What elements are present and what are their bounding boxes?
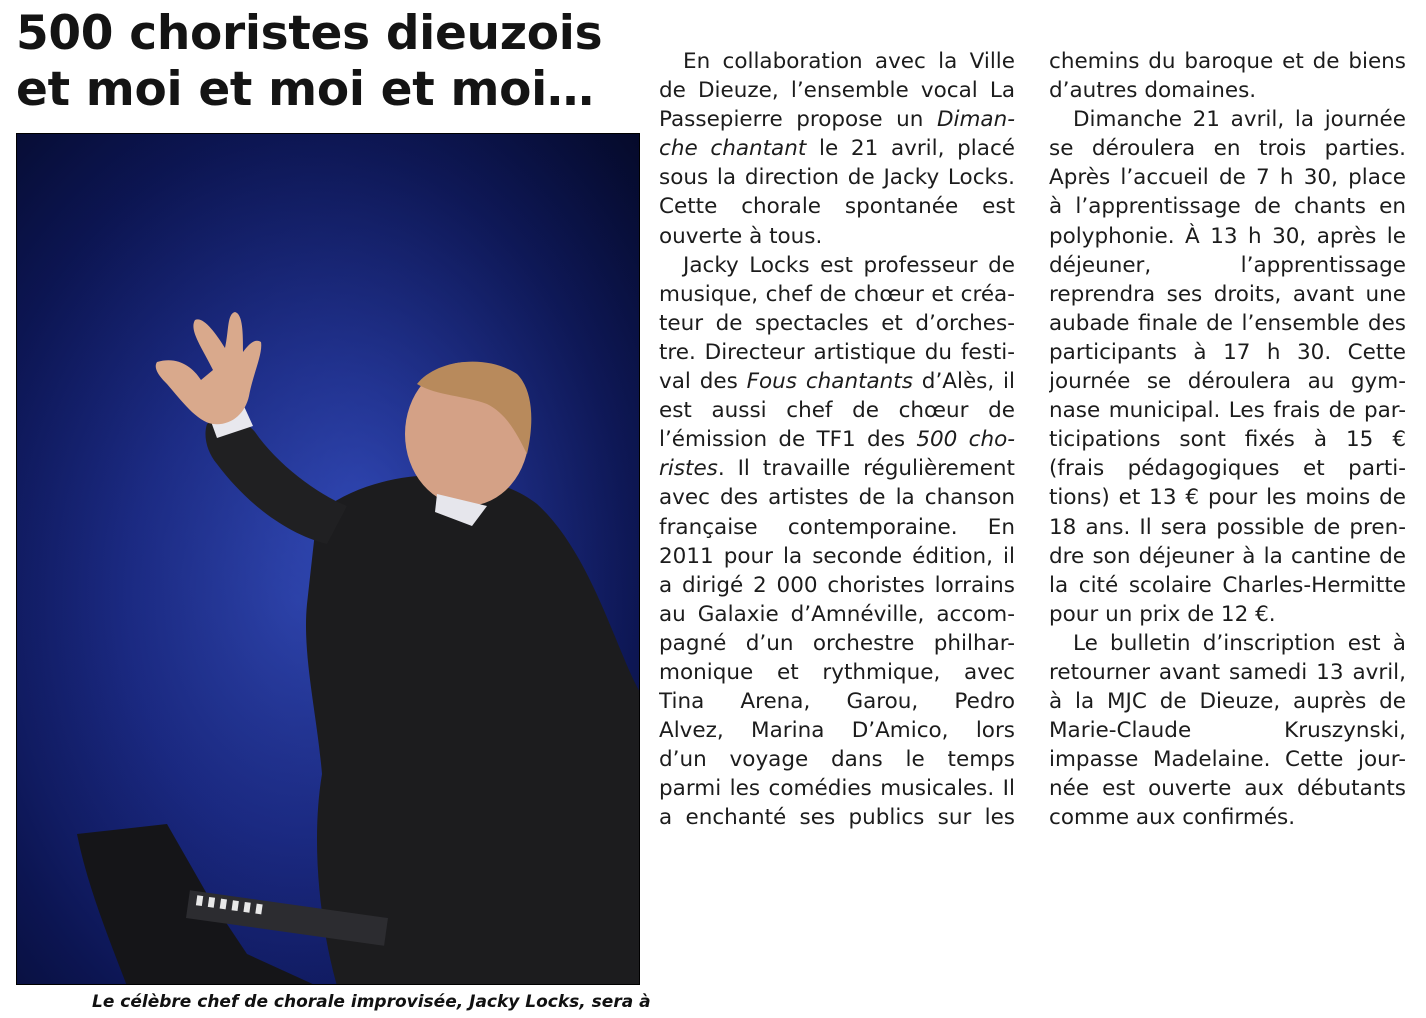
- text-line: Jacky Locks est professeur de: [683, 252, 1015, 278]
- text-line: déjeuner, l’apprentissage: [1049, 252, 1406, 278]
- text-line: impasse Madelaine. Cette jour-: [1049, 747, 1406, 773]
- photo-caption: Le célèbre chef de chorale improvisée, Jacky Locks, sera à: [92, 992, 651, 1012]
- text-line: monique et rythmique, avec: [659, 659, 1015, 685]
- text-line: ristes. Il travaille régulièrement: [659, 456, 1015, 482]
- text-line: reprendra ses droits, avant une: [1049, 281, 1406, 307]
- text-line: nase municipal. Les frais de par-: [1049, 398, 1406, 424]
- text-line: (frais pédagogiques et parti-: [1049, 456, 1406, 482]
- text-line: à l’apprentissage de chants en: [1049, 194, 1406, 220]
- text-line: ticipations sont fixés à 15 €: [1049, 427, 1406, 453]
- text-line: à la MJC de Dieuze, auprès de: [1049, 689, 1406, 715]
- conductor-illustration: [17, 134, 640, 985]
- headline-line-2: et moi et moi et moi…: [16, 62, 594, 117]
- text-line: comme aux confirmés.: [1049, 805, 1296, 831]
- text-line: aubade finale de l’ensemble des: [1049, 310, 1406, 336]
- show-name-part-2: ristes: [659, 456, 718, 482]
- text-line: En collaboration avec la Ville: [683, 49, 1015, 74]
- text-line: Cette chorale spontanée est: [659, 194, 1015, 220]
- text-line: val des Fous chantants d’Alès, il: [659, 369, 1015, 395]
- text-line: tions) et 13 € pour les moins de: [1049, 485, 1406, 511]
- text-line: teur de spectacles et d’orches-: [659, 310, 1015, 336]
- text-line: d’autres domaines.: [1049, 78, 1257, 104]
- text-line: née est ouverte aux débutants: [1049, 776, 1406, 802]
- text-line: avec des artistes de la chanson: [659, 485, 1015, 511]
- text-line: tre. Directeur artistique du festi-: [659, 339, 1015, 365]
- text-line: d’un voyage dans le temps: [659, 747, 1015, 773]
- text-line: polyphonie. À 13 h 30, après le: [1049, 223, 1406, 249]
- text-line: parmi les comédies musicales. Il: [659, 776, 1015, 802]
- text-line: la cité scolaire Charles-Hermitte: [1049, 572, 1406, 598]
- text-line: ouverte à tous.: [659, 223, 823, 249]
- text-line: participants à 17 h 30. Cette: [1049, 339, 1406, 365]
- text-line: dre son déjeuner à la cantine de: [1049, 543, 1406, 569]
- show-name-part-1: 500 cho-: [916, 427, 1015, 453]
- text-line: che chantant le 21 avril, placé: [659, 136, 1015, 162]
- paragraph-2: [659, 251, 1015, 833]
- text-line: Marie-Claude Kruszynski,: [1049, 718, 1406, 744]
- text-line: journée se déroulera au gym-: [1049, 369, 1406, 395]
- paragraph-1: [659, 47, 1015, 251]
- text-line: de Dieuze, l’ensemble vocal La: [659, 78, 1015, 104]
- text-line: Dimanche 21 avril, la journée: [1073, 107, 1406, 133]
- conductor-photo: [16, 133, 640, 985]
- text-line: l’émission de TF1 des 500 cho-: [659, 427, 1015, 453]
- headline: [16, 6, 646, 118]
- event-name-part-1: Diman-: [936, 107, 1015, 133]
- text-line: Passepierre propose un Diman-: [659, 107, 1015, 133]
- text-line: Après l’accueil de 7 h 30, place: [1049, 165, 1406, 191]
- text-line: se déroulera en trois parties.: [1049, 136, 1406, 162]
- text-line: musique, chef de chœur et créa-: [659, 281, 1015, 307]
- text-line: est aussi chef de chœur de: [659, 398, 1015, 424]
- festival-name: Fous chantants: [746, 369, 913, 395]
- paragraph-4: [1049, 629, 1406, 833]
- paragraph-2-continued: [1049, 47, 1406, 105]
- text-line: française contemporaine. En: [659, 514, 1015, 540]
- text-line: pour un prix de 12 €.: [1049, 601, 1276, 627]
- article-column-1: [659, 47, 1015, 833]
- text-line: 2011 pour la seconde édition, il: [659, 543, 1015, 569]
- text-line: Tina Arena, Garou, Pedro: [659, 689, 1015, 715]
- text-line: Alvez, Marina D’Amico, lors: [659, 718, 1015, 744]
- text-line: a enchanté ses publics sur les: [659, 805, 1015, 831]
- paragraph-3: [1049, 105, 1406, 629]
- text-line: sous la direction de Jacky Locks.: [659, 165, 1015, 191]
- headline-line-1: 500 choristes dieuzois: [16, 6, 603, 61]
- text-line: pagné d’un orchestre philhar-: [659, 630, 1015, 656]
- text-line: Le bulletin d’inscription est à: [1073, 630, 1406, 656]
- text-line: au Galaxie d’Amnéville, accom-: [659, 601, 1015, 627]
- event-name-part-2: che chantant: [659, 136, 807, 162]
- text-line: retourner avant samedi 13 avril,: [1049, 659, 1406, 685]
- text-line: chemins du baroque et de biens: [1049, 49, 1406, 74]
- text-line: a dirigé 2 000 choristes lorrains: [659, 572, 1015, 598]
- article-column-2: [1049, 47, 1406, 833]
- text-line: 18 ans. Il sera possible de pren-: [1049, 514, 1406, 540]
